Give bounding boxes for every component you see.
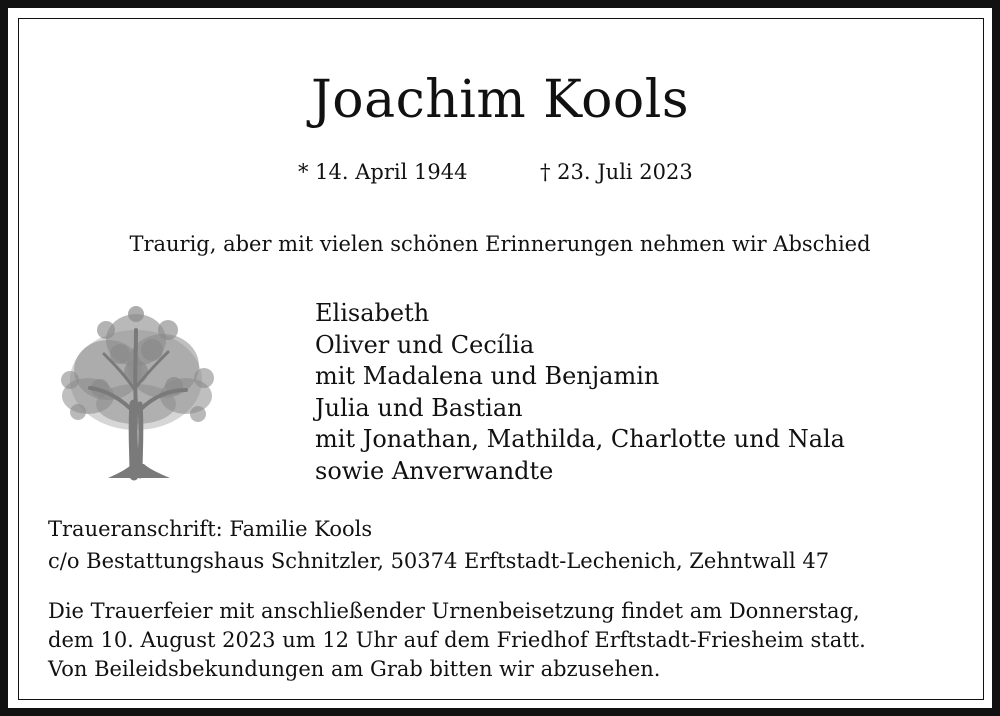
mourner-line: mit Madalena und Benjamin	[315, 362, 660, 391]
mourner-line: Elisabeth	[315, 299, 430, 327]
mourning-address	[48, 513, 829, 577]
farewell-tagline: Traurig, aber mit vielen schönen Erinnerungen nehmen wir Abschied	[129, 232, 871, 256]
ceremony-notice	[48, 597, 866, 684]
tree-icon	[48, 300, 224, 482]
deceased-name: Joachim Kools	[310, 70, 690, 130]
mourner-line: Julia und Bastian	[315, 393, 523, 422]
ceremony-line-1: Die Trauerfeier mit anschließender Urnenbeisetzung findet am Donnerstag,	[48, 599, 860, 623]
address-line-2: c/o Bestattungshaus Schnitzler, 50374 Erftstadt-Lechenich, Zehntwall 47	[48, 549, 830, 573]
mourners-list	[315, 298, 845, 488]
mourner-line: Oliver und Cecília	[315, 330, 535, 359]
ceremony-line-3: Von Beileidsbekundungen am Grab bitten wir abzusehen.	[48, 657, 661, 681]
birth-date: * 14. April 1944	[298, 160, 468, 184]
ceremony-line-2: dem 10. August 2023 um 12 Uhr auf dem Friedhof Erftstadt-Friesheim statt.	[48, 628, 866, 652]
mourner-line: sowie Anverwandte	[315, 456, 554, 485]
mourner-line: mit Jonathan, Mathilda, Charlotte und Nala	[315, 425, 845, 454]
address-line-1: Traueranschrift: Familie Kools	[48, 517, 373, 541]
death-date: † 23. Juli 2023	[540, 160, 693, 184]
